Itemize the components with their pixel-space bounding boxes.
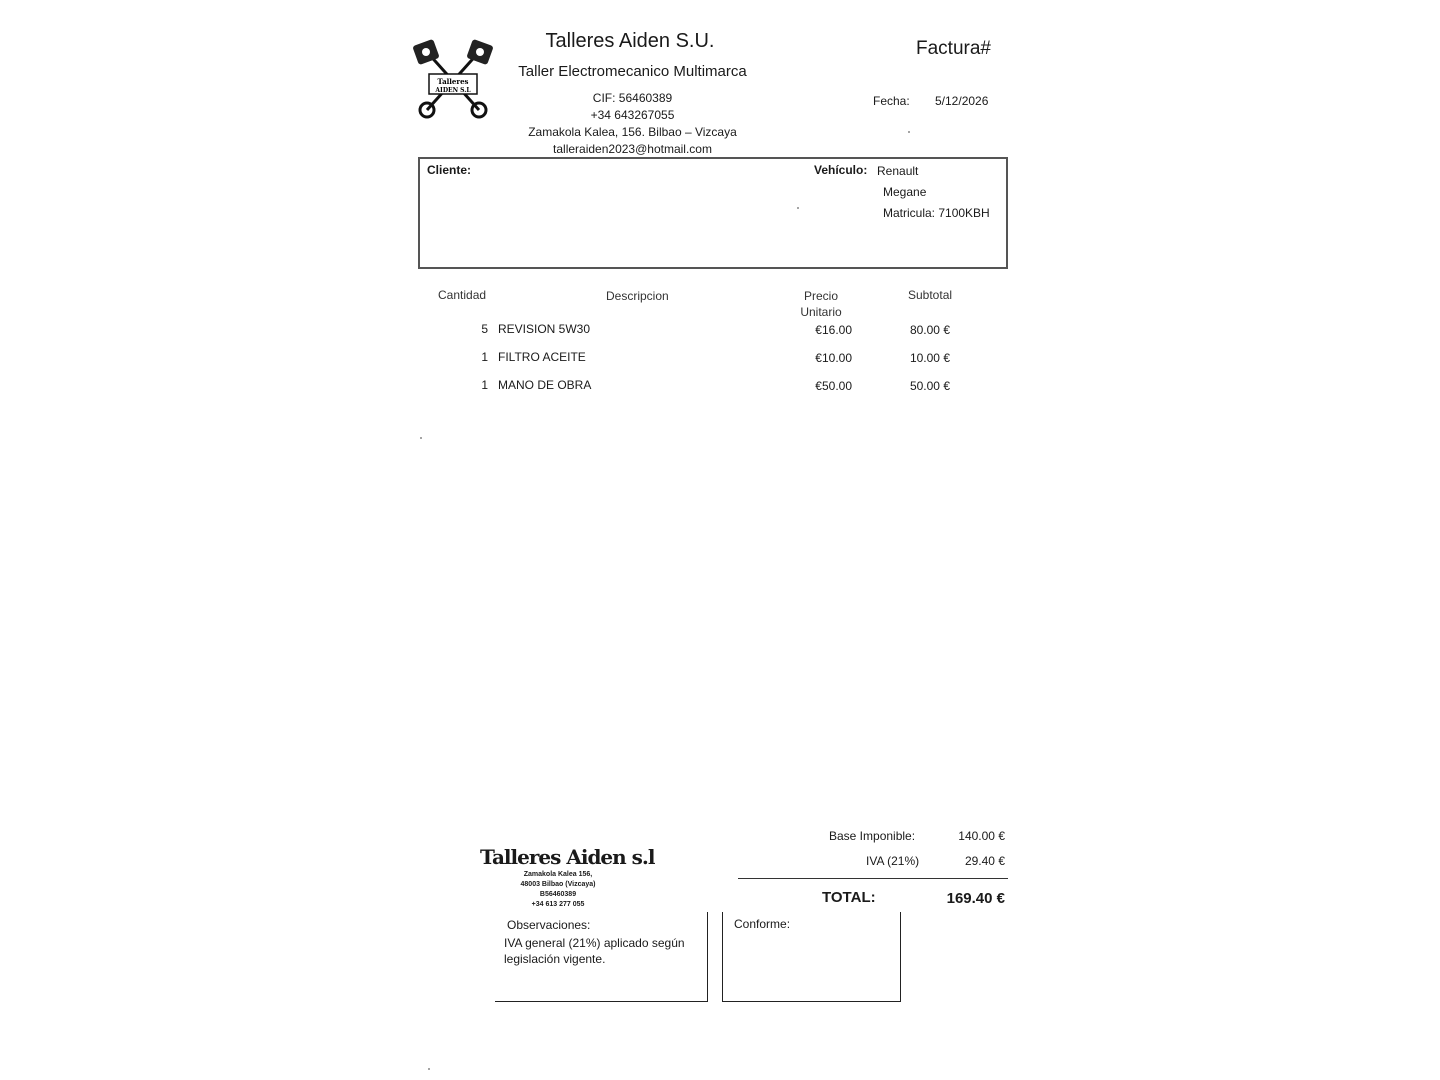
- vehicle-model: Megane: [883, 185, 927, 199]
- stamp-line-3: B56460389: [539, 891, 577, 898]
- scan-speck: [908, 131, 910, 133]
- scan-speck: [420, 437, 422, 439]
- company-cif: CIF: 56460389: [592, 91, 673, 105]
- logo-text-top: Talleres: [437, 77, 469, 86]
- piston-logo-icon: [413, 38, 493, 120]
- company-address: Zamakola Kalea, 156. Bilbao – Vizcaya: [528, 125, 737, 139]
- vehicle-make: Renault: [877, 164, 919, 178]
- row-2-desc: FILTRO ACEITE: [498, 350, 586, 364]
- row-3-desc: MANO DE OBRA: [498, 378, 592, 392]
- row-2-qty: 1: [481, 350, 488, 364]
- stamp-name: Talleres Aiden s.l: [480, 845, 655, 869]
- iva-label: IVA (21%): [866, 854, 920, 868]
- date-value: 5/12/2026: [935, 94, 989, 108]
- company-tagline: Taller Electromecanico Multimarca: [518, 63, 747, 80]
- stamp-details: [498, 870, 618, 910]
- row-2-subtotal: 10.00 €: [909, 351, 950, 365]
- date-label: Fecha:: [873, 94, 910, 108]
- row-3-price: €50.00: [815, 379, 852, 393]
- vehicle-plate: Matricula: 7100KBH: [883, 206, 990, 220]
- stamp-line-2: 48003 Bilbao (Vizcaya): [520, 881, 596, 888]
- company-email: talleraiden2023@hotmail.com: [553, 142, 712, 156]
- stamp-line-1: Zamakola Kalea 156,: [523, 871, 593, 878]
- header-subtotal: Subtotal: [908, 288, 953, 302]
- totals-divider: [738, 878, 1008, 879]
- stamp-line-4: +34 613 277 055: [531, 901, 585, 908]
- client-label: Cliente:: [427, 163, 472, 177]
- row-1-desc: REVISION 5W30: [498, 322, 591, 336]
- header-unit-price: [797, 288, 845, 320]
- company-contact: [515, 90, 750, 158]
- iva-value: 29.40 €: [964, 854, 1005, 868]
- observations-label: Observaciones:: [507, 918, 591, 932]
- row-2-price: €10.00: [815, 351, 852, 365]
- row-1-qty: 5: [481, 322, 488, 336]
- base-label: Base Imponible:: [829, 829, 916, 843]
- row-3-subtotal: 50.00 €: [909, 379, 950, 393]
- company-phone: +34 643267055: [590, 108, 675, 122]
- observations-text: IVA general (21%) aplicado según legislación vigente.: [504, 936, 685, 966]
- row-1-subtotal: 80.00 €: [909, 323, 950, 337]
- company-name: Talleres Aiden S.U.: [545, 30, 715, 52]
- logo-text-bottom: AIDEN S.L: [435, 87, 471, 94]
- scan-speck: [797, 207, 799, 209]
- header-quantity: Cantidad: [438, 288, 487, 302]
- scan-speck: [428, 1068, 430, 1070]
- conforme-label: Conforme:: [734, 917, 791, 931]
- row-3-qty: 1: [481, 378, 488, 392]
- header-description: Descripcion: [606, 289, 669, 303]
- header-unit-price-line1: Precio: [803, 289, 838, 303]
- invoice-label: Factura#: [916, 38, 991, 59]
- row-1-price: €16.00: [815, 323, 852, 337]
- total-label: TOTAL:: [822, 889, 876, 906]
- total-value: 169.40 €: [946, 890, 1005, 907]
- vehicle-label: Vehículo:: [814, 163, 868, 177]
- header-unit-price-line2: Unitario: [800, 305, 842, 319]
- base-value: 140.00 €: [958, 829, 1005, 843]
